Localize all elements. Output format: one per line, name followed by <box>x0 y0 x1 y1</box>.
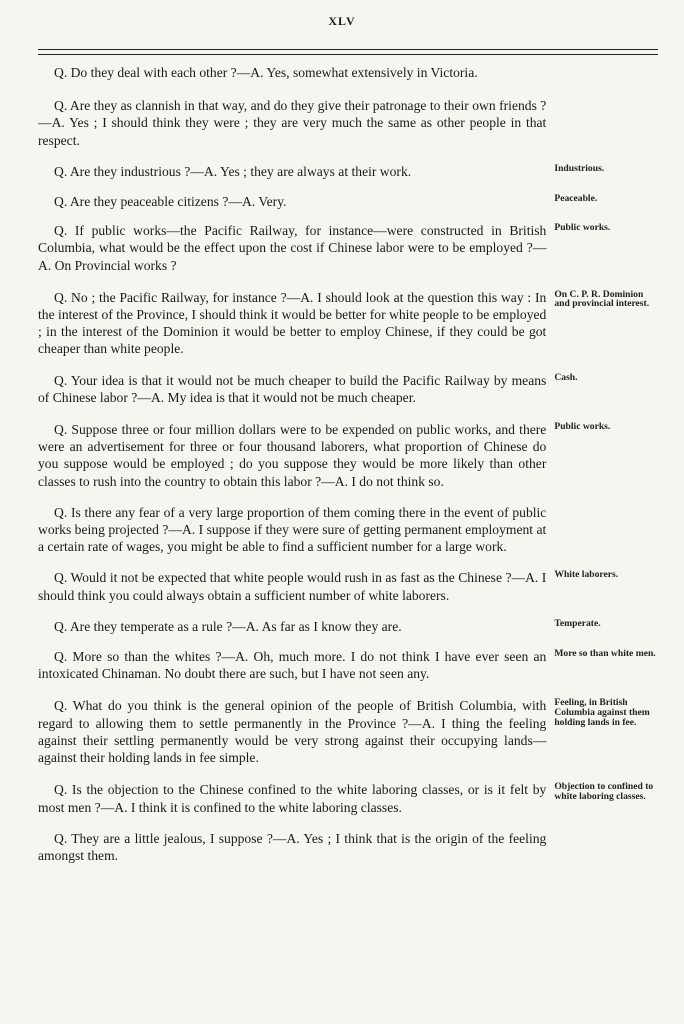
qa-entry <box>38 289 658 358</box>
qa-entry <box>38 64 658 81</box>
header-rule-top <box>38 49 658 50</box>
qa-entry <box>38 372 658 406</box>
qa-entry <box>38 222 658 274</box>
qa-entry <box>38 163 658 180</box>
qa-paragraph: Q. Are they industrious ?—A. Yes ; they are always at their work. <box>54 163 412 179</box>
qa-entry <box>38 781 658 815</box>
qa-paragraph: Q. Do they deal with each other ?—A. Yes, somewhat extensively in Victoria. <box>54 65 478 80</box>
qa-paragraph: Q. What do you think is the general opinion of the people of British Columbia, with regard to allowing them to settle permanently in the Province ?—A. I thing the feeling against their settling permanently would be very strong against their occupying lands—against their holding lands in fee simple. <box>38 698 547 766</box>
margin-note <box>554 830 658 831</box>
qa-entry <box>38 421 658 490</box>
qa-paragraph: Q. Your idea is that it would not be much cheaper to build the Pacific Railway by means of Chinese labor ?—A. My idea is that it would not be much cheaper. <box>38 372 547 405</box>
qa-paragraph: Q. Are they as clannish in that way, and do they give their patronage to their own friends ?—A. Yes ; I should think they were ; they are very much the same as other people in that respect. <box>38 98 547 148</box>
header-rule-bottom <box>38 54 658 55</box>
qa-entry <box>38 504 658 556</box>
qa-paragraph: Q. No ; the Pacific Railway, for instance ?—A. I should look at the question this way : In the interest of the Province, I should think it would be better for white people to be employed ; in the interest of the Dominion it would be better to employ Chinese, if they could be got cheaper than white people. <box>38 289 547 357</box>
qa-paragraph: Q. Is the objection to the Chinese confined to the white laboring classes, or is it felt by most men ?—A. I think it is confined to the white laboring classes. <box>38 782 547 815</box>
qa-paragraph: Q. Suppose three or four million dollars were to be expended on public works, and there were an advertisement for three or four thousand laborers, what proportion of Chinese do you suppose would be employed ; do you suppose they would be more likely than other classes to rush into the country to obtain this labor ?—A. I do not think so. <box>38 422 547 489</box>
margin-note <box>554 97 658 98</box>
margin-note: Peaceable. <box>554 193 598 205</box>
margin-note: Public works. <box>554 222 611 234</box>
margin-note: More so than white men. <box>554 648 656 660</box>
qa-entry <box>38 618 658 635</box>
margin-note: Objection to confined to white laboring classes. <box>554 781 654 802</box>
qa-entry <box>38 648 658 682</box>
qa-entry <box>38 569 658 603</box>
qa-paragraph: Q. They are a little jealous, I suppose ?—A. Yes ; I think that is the origin of the feeling amongst them. <box>38 830 547 863</box>
margin-note: On C. P. R. Dominion and provincial interest. <box>554 288 650 310</box>
margin-note: Feeling, in British Columbia against them holding lands in fee. <box>554 697 650 728</box>
qa-paragraph: Q. If public works—the Pacific Railway, for instance—were constructed in British Columbia, what would be the effect upon the cost if Chinese labor were to be employed ?—A. On Provincial works ? <box>38 223 547 273</box>
qa-entry <box>38 97 658 149</box>
page-body <box>38 64 658 864</box>
qa-entry <box>38 193 658 210</box>
margin-note <box>554 504 658 505</box>
qa-paragraph: Q. Are they peaceable citizens ?—A. Very. <box>54 194 287 210</box>
margin-note: White laborers. <box>554 569 619 581</box>
page-number: XLV <box>328 14 356 28</box>
margin-note: Cash. <box>554 371 578 383</box>
margin-note <box>554 64 658 65</box>
margin-note: Temperate. <box>554 617 601 629</box>
qa-entry <box>38 830 658 864</box>
qa-paragraph: Q. More so than the whites ?—A. Oh, much more. I do not think I have ever seen an intoxicated Chinaman. No doubt there are such, but I have not seen any. <box>38 649 547 682</box>
margin-note: Industrious. <box>554 162 605 174</box>
qa-paragraph: Q. Would it not be expected that white people would rush in as fast as the Chinese ?—A. I should think you could always obtain a sufficient number of white laborers. <box>38 570 547 603</box>
qa-paragraph: Q. Are they temperate as a rule ?—A. As far as I know they are. <box>54 618 402 634</box>
qa-entry <box>38 697 658 766</box>
margin-note: Public works. <box>554 421 611 433</box>
qa-paragraph: Q. Is there any fear of a very large proportion of them coming there in the event of public works being projected ?—A. I suppose if they were sure of getting permanent employment at a certain rate of wages, you might be able to find a sufficient number for a large work. <box>38 504 547 555</box>
